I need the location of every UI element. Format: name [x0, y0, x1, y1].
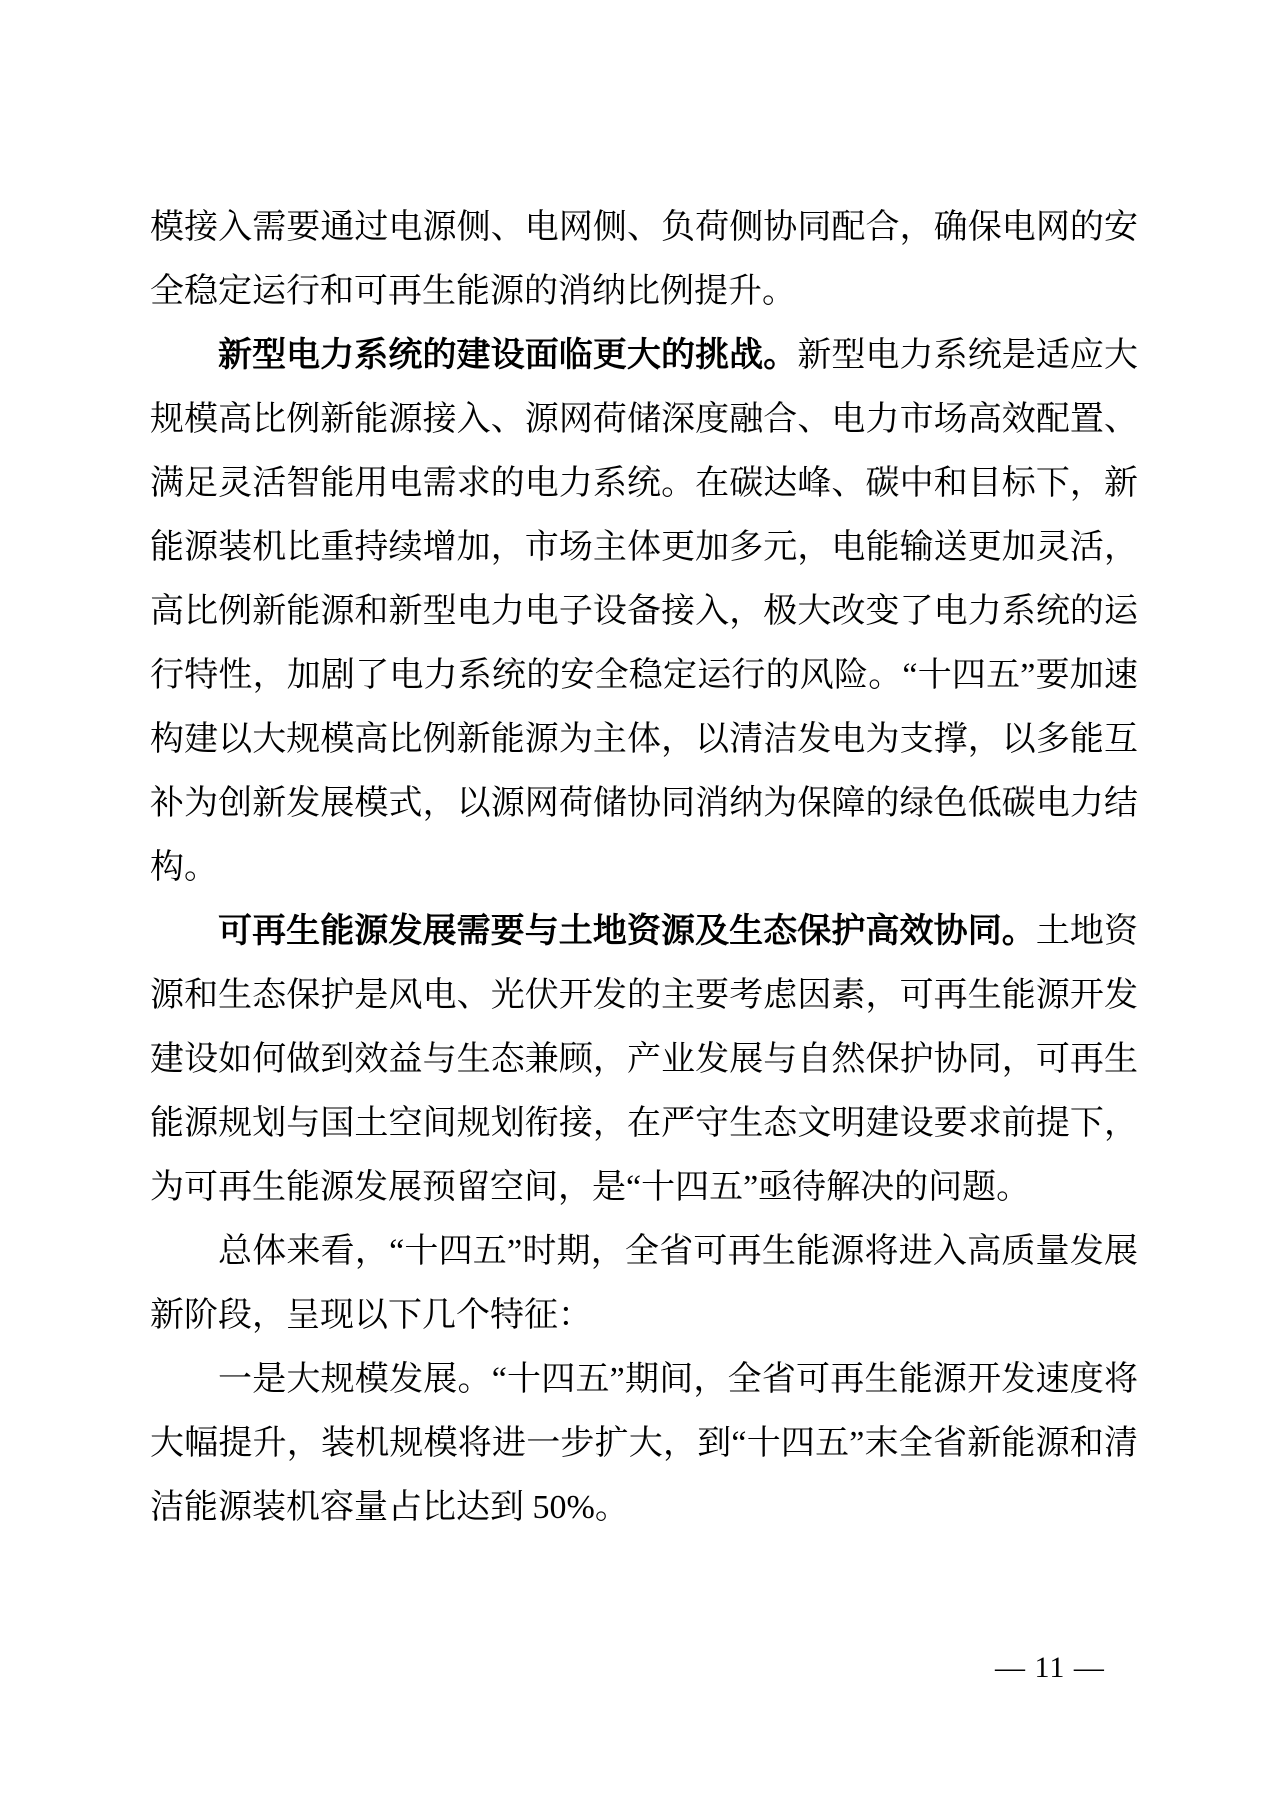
page-number: — 11 —: [995, 1651, 1105, 1684]
paragraph-text: 土地资源和生态保护是风电、光伏开发的主要考虑因素，可再生能源开发建设如何做到效益与生态兼顾，产业发展与自然保护协同，可再生能源规划与国土空间规划衔接，在严守生态文明建设要求前提下，为可再生能源发展预留空间，是“十四五”亟待解决的问题。: [150, 913, 1139, 1206]
paragraph-overview: [150, 1220, 1138, 1348]
paragraph-text: 一是大规模发展。“十四五”期间，全省可再生能源开发速度将大幅提升，装机规模将进一步扩大，到“十四五”末全省新能源和清洁能源装机容量占比达到 50%。: [150, 1361, 1138, 1526]
paragraph-feature-one: [150, 1348, 1138, 1540]
paragraph-land-ecology: [150, 900, 1138, 1220]
document-text-block: [150, 196, 1138, 1540]
paragraph-grid-integration: [150, 196, 1138, 324]
paragraph-text: 总体来看，“十四五”时期，全省可再生能源将进入高质量发展新阶段，呈现以下几个特征：: [150, 1233, 1138, 1334]
paragraph-bold-lead: 新型电力系统的建设面临更大的挑战。: [218, 337, 798, 374]
paragraph-new-power-system: [150, 324, 1138, 900]
paragraph-bold-lead: 可再生能源发展需要与土地资源及生态保护高效协同。: [218, 913, 1036, 950]
paragraph-text: 模接入需要通过电源侧、电网侧、负荷侧协同配合，确保电网的安全稳定运行和可再生能源的消纳比例提升。: [150, 209, 1138, 310]
paragraph-text: 新型电力系统是适应大规模高比例新能源接入、源网荷储深度融合、电力市场高效配置、满足灵活智能用电需求的电力系统。在碳达峰、碳中和目标下，新能源装机比重持续增加，市场主体更加多元，电能输送更加灵活，高比例新能源和新型电力电子设备接入，极大改变了电力系统的运行特性，加剧了电力系统的安全稳定运行的风险。“十四五”要加速构建以大规模高比例新能源为主体，以清洁发电为支撑，以多能互补为创新发展模式，以源网荷储协同消纳为保障的绿色低碳电力结构。: [150, 337, 1139, 886]
